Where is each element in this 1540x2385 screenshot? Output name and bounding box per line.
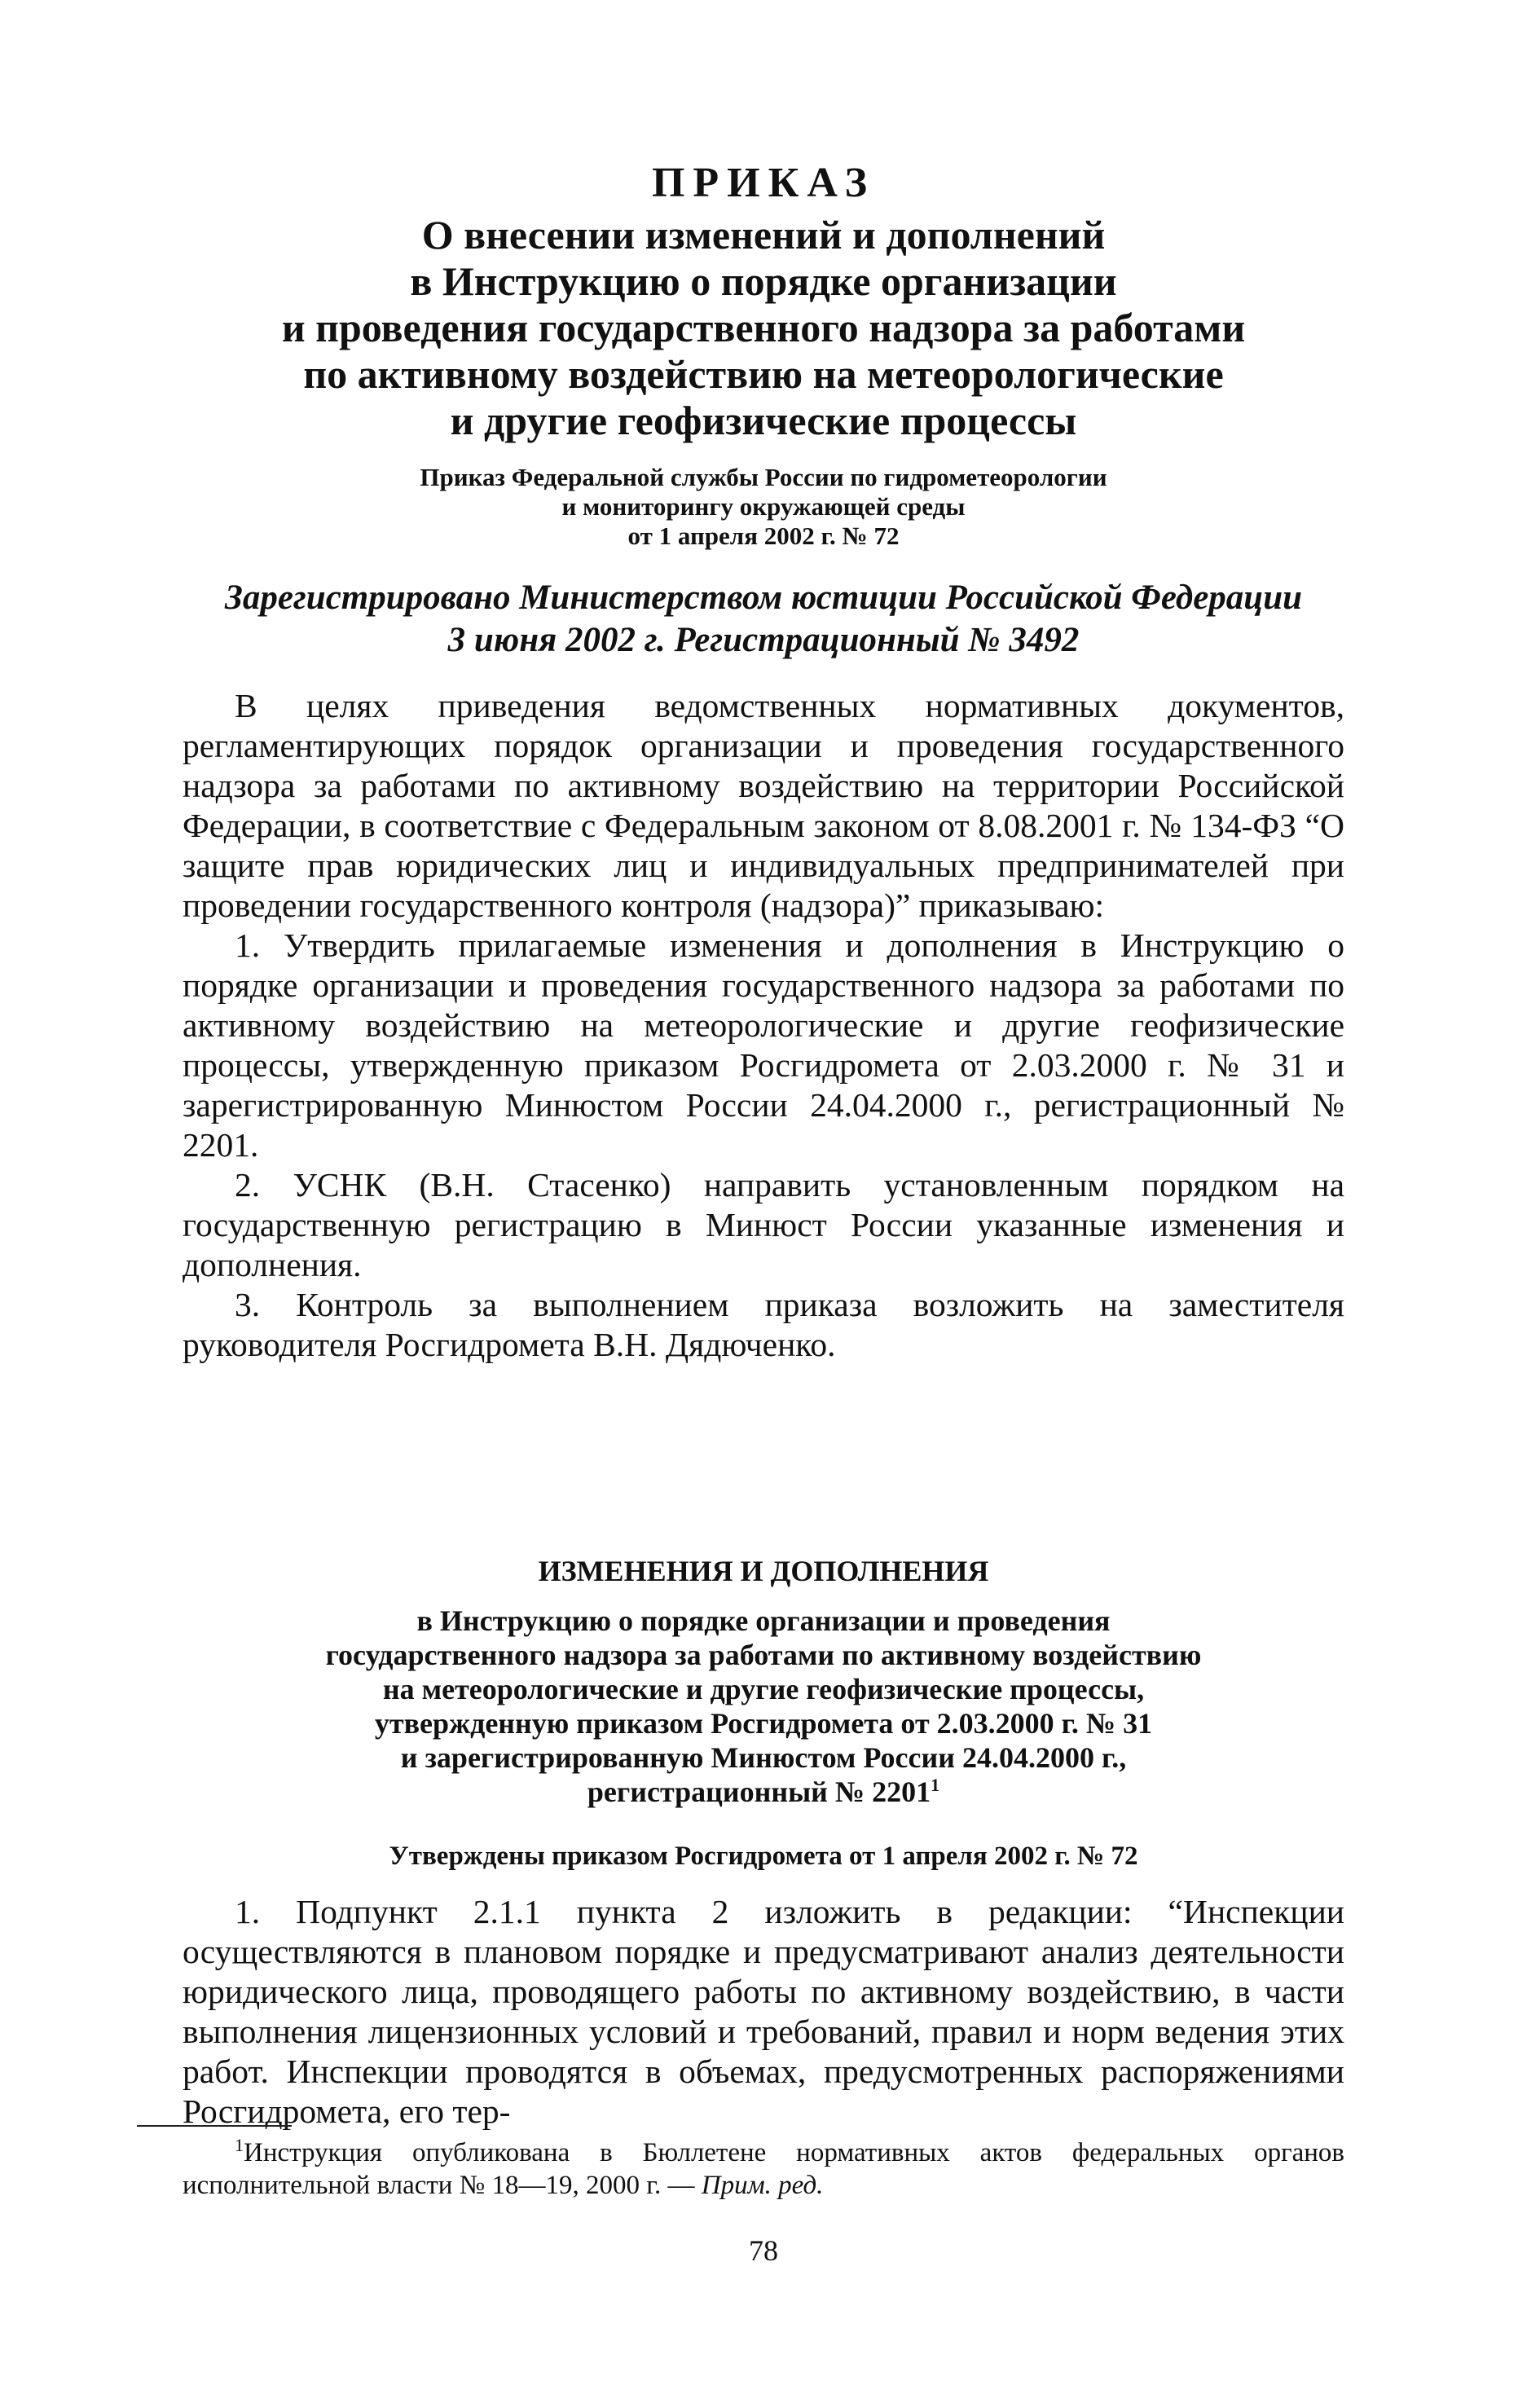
changes-body	[183, 1892, 1344, 2132]
order-heading: ПРИКАЗ	[651, 160, 876, 206]
changes-title-line: в Инструкцию о порядке организации и проведения	[416, 1604, 1111, 1637]
preamble-paragraph: В целях приведения ведомственных нормативных документов, регламентирующих порядок организации и проведения государственного надзора за работами по активному воздействию на территории Российской Федерации, в соответствие с Федеральным законом от 8.08.2001 г. № 134-ФЗ “О защите прав юридических лиц и индивидуальных предпринимателей при проведении государственного контроля (надзора)” приказываю:	[183, 687, 1344, 924]
footnote-editor-note: Прим. ред.	[701, 2171, 824, 2200]
footnote-text: Инструкция опубликована в Бюллетене нормативных актов федеральных органов исполнительной власти № 18—19, 2000 г. —	[183, 2138, 1344, 2200]
registration-line: 3 июня 2002 г. Регистрационный № 3492	[447, 621, 1080, 659]
order-item-paragraph: 1. Утвердить прилагаемые изменения и дополнения в Инструкцию о порядке организации и проведения государственного надзора за работами по активному воздействию на метеорологические и другие геофизические процессы, утвержденную приказом Росгидромета от 2.03.2000 г. № 31 и зарегистрированную Минюстом России 24.04.2000 г., регистрационный № 2201.	[183, 926, 1344, 1164]
order-date-line: от 1 апреля 2002 г. № 72	[627, 521, 900, 550]
approved-note: Утверждены приказом Росгидромета от 1 апреля 2002 г. № 72	[389, 1842, 1138, 1871]
changes-title-line: государственного надзора за работами по активному воздействию	[325, 1639, 1202, 1671]
changes-title-line: на метеорологические и другие геофизические процессы,	[382, 1673, 1145, 1705]
changes-title	[183, 1604, 1344, 1809]
order-item-paragraph: 2. УСНК (В.Н. Стасенко) направить установленным порядком на государственную регистрацию в Минюст России указанные изменения и дополнения.	[183, 1166, 1344, 1283]
footnote-paragraph	[183, 2136, 1344, 2202]
changes-heading: ИЗМЕНЕНИЯ И ДОПОЛНЕНИЯ	[538, 1555, 989, 1587]
changes-item-paragraph: 1. Подпункт 2.1.1 пункта 2 изложить в редакции: “Инспекции осуществляются в плановом порядке и предусматривают анализ деятельности юридического лица, проводящего работы по активному воздействию, в части выполнения лицензионных условий и требований, правил и норм ведения этих работ. Инспекции проводятся в объемах, предусмотренных распоряжениями Росгидромета, его тер-	[183, 1893, 1344, 2130]
changes-title-line: и зарегистрированную Минюстом России 24.04.2000 г.,	[400, 1741, 1127, 1774]
order-issuer-line: и мониторингу окружающей среды	[561, 492, 966, 521]
page-number: 78	[749, 2234, 778, 2267]
footnote-mark: 1	[235, 2135, 244, 2155]
order-title-line: О внесении изменений и дополнений	[421, 212, 1106, 257]
order-title-line: в Инструкцию о порядке организации	[410, 258, 1117, 304]
footnote	[183, 2136, 1344, 2202]
changes-title-line	[183, 1775, 1344, 1809]
order-title-line: по активному воздействию на метеорологические	[303, 351, 1224, 397]
order-title	[183, 212, 1344, 444]
changes-title-line: утвержденную приказом Росгидромета от 2.03.2000 г. № 31	[374, 1707, 1153, 1740]
order-body	[183, 686, 1344, 1365]
order-issuer-line: Приказ Федеральной службы России по гидрометеорологии	[420, 463, 1107, 491]
registration-note	[183, 577, 1344, 662]
order-title-line: и другие геофизические процессы	[450, 398, 1077, 443]
order-issuer-info	[183, 463, 1344, 551]
changes-title-last-text: регистрационный № 2201	[587, 1776, 931, 1808]
order-item-paragraph: 3. Контроль за выполнением приказа возложить на заместителя руководителя Росгидромета В.Н. Дядюченко.	[183, 1286, 1344, 1363]
registration-line: Зарегистрировано Министерством юстиции Российской Федерации	[224, 579, 1303, 617]
order-title-line: и проведения государственного надзора за работами	[281, 305, 1246, 350]
footnote-reference: 1	[931, 1775, 940, 1795]
footnote-divider	[137, 2125, 292, 2127]
